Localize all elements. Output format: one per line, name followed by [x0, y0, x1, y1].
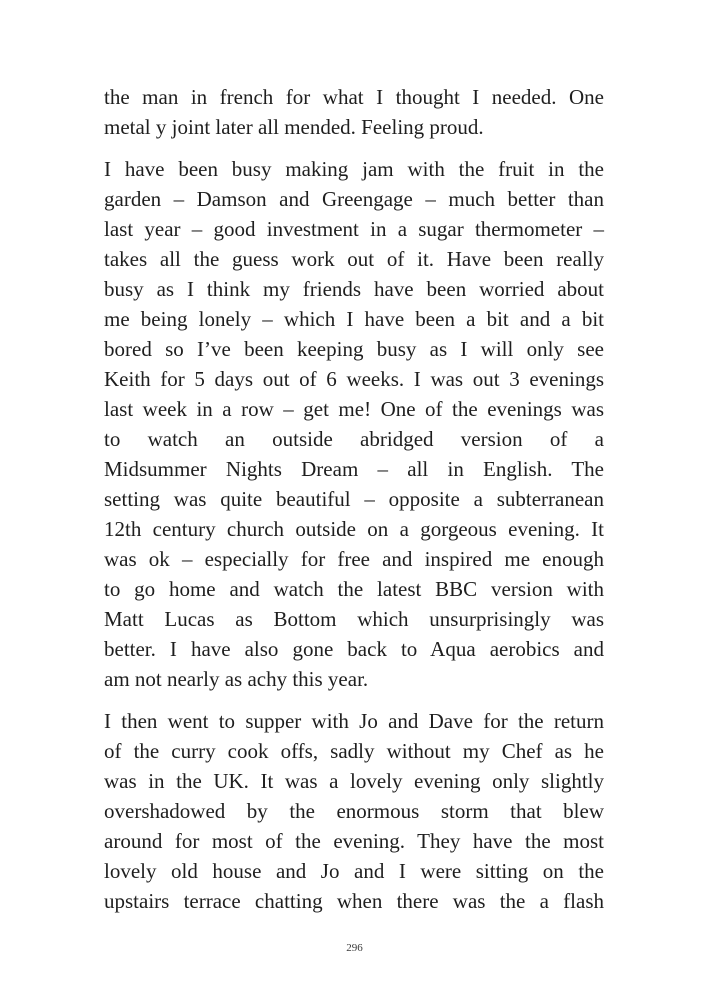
page-body: [104, 82, 604, 916]
paragraph-2: [104, 154, 604, 694]
page-number: 296: [346, 942, 363, 954]
text-line: last year – good investment in a sugar thermometer –: [104, 217, 604, 241]
text-line: metal y joint later all mended. Feeling proud.: [104, 115, 484, 139]
text-line: takes all the guess work out of it. Have been really: [104, 247, 604, 271]
text-line: Matt Lucas as Bottom which unsurprisingly was: [104, 607, 604, 631]
text-line: of the curry cook offs, sadly without my Chef as he: [104, 739, 604, 763]
text-line: I then went to supper with Jo and Dave for the return: [104, 709, 604, 733]
text-line: setting was quite beautiful – opposite a subterranean: [104, 487, 604, 511]
text-line: me being lonely – which I have been a bit and a bit: [104, 307, 604, 331]
text-line: around for most of the evening. They have the most: [104, 829, 604, 853]
text-line: overshadowed by the enormous storm that blew: [104, 799, 604, 823]
text-line: lovely old house and Jo and I were sitting on the: [104, 859, 604, 883]
text-line: last week in a row – get me! One of the evenings was: [104, 397, 604, 421]
text-line: upstairs terrace chatting when there was the a flash: [104, 889, 604, 913]
text-line: to watch an outside abridged version of a: [104, 427, 604, 451]
text-line: I have been busy making jam with the fruit in the: [104, 157, 604, 181]
text-line: to go home and watch the latest BBC version with: [104, 577, 604, 601]
text-line: the man in french for what I thought I needed. One: [104, 85, 604, 109]
text-line: busy as I think my friends have been worried about: [104, 277, 604, 301]
text-line: was in the UK. It was a lovely evening only slightly: [104, 769, 604, 793]
text-line: am not nearly as achy this year.: [104, 667, 369, 691]
text-line: Keith for 5 days out of 6 weeks. I was out 3 evenings: [104, 367, 604, 391]
paragraph-3: [104, 706, 604, 916]
text-line: Midsummer Nights Dream – all in English. The: [104, 457, 604, 481]
text-line: 12th century church outside on a gorgeous evening. It: [104, 517, 604, 541]
text-line: bored so I’ve been keeping busy as I will only see: [104, 337, 604, 361]
text-line: was ok – especially for free and inspired me enough: [104, 547, 604, 571]
text-line: garden – Damson and Greengage – much better than: [104, 187, 604, 211]
text-line: better. I have also gone back to Aqua aerobics and: [104, 637, 604, 661]
paragraph-1: [104, 82, 604, 142]
